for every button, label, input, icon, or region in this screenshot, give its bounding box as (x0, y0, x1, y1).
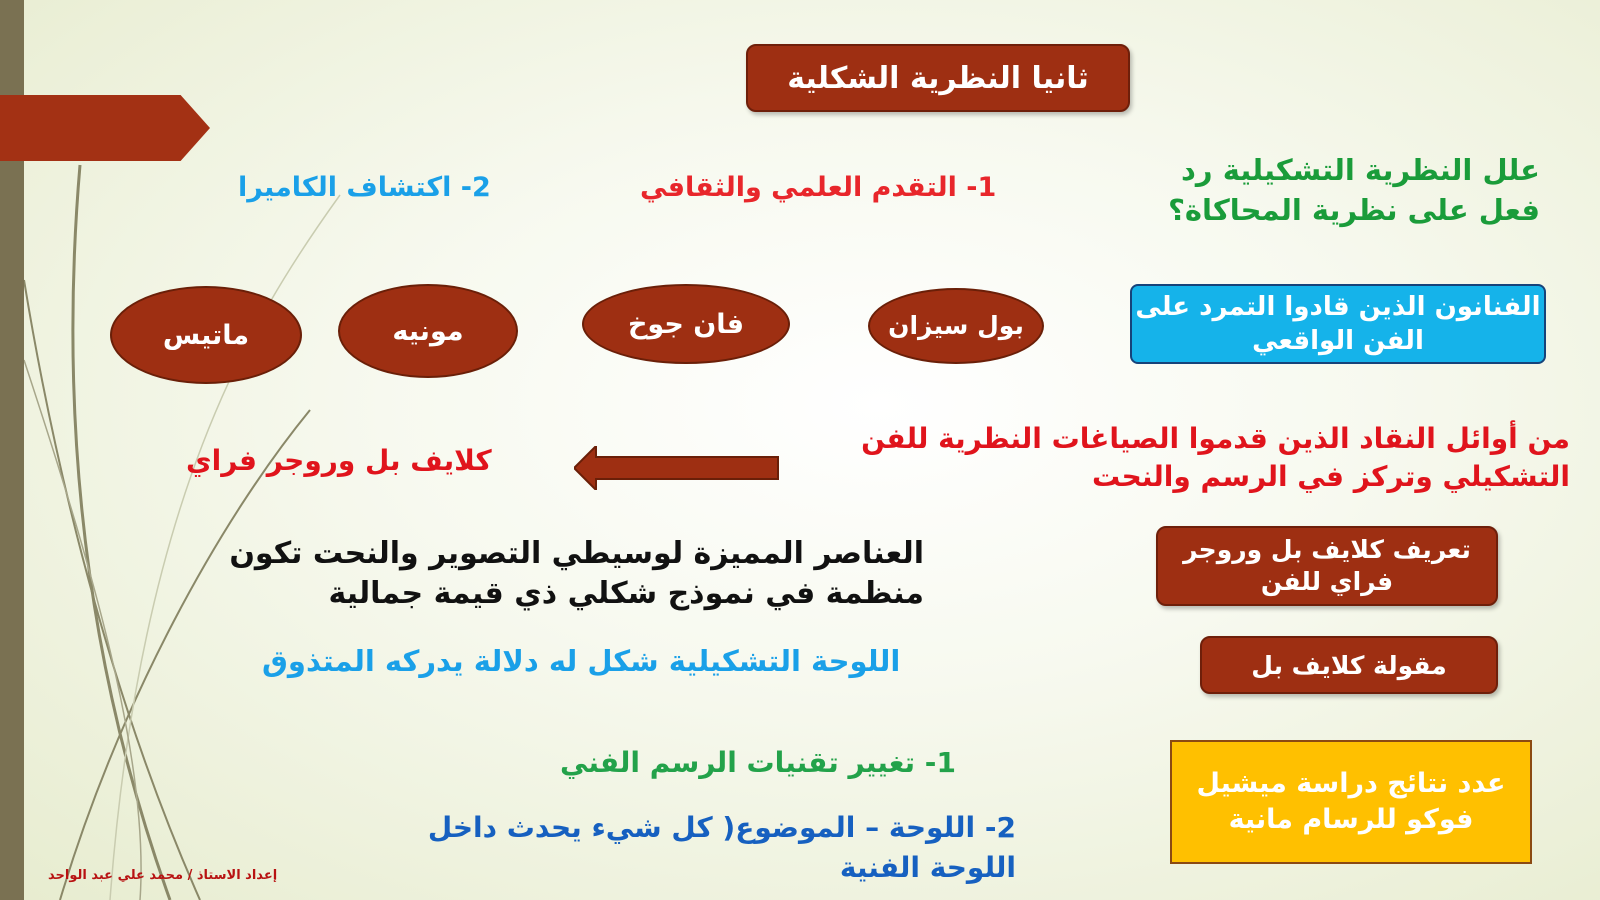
critics-answer: كلايف بل وروجر فراي (186, 444, 492, 477)
footer-credit: إعداد الاستاذ / محمد علي عبد الواحد (48, 868, 278, 883)
question-text: علل النظرية التشكيلية رد فعل على نظرية المحاكاة؟ (1168, 153, 1540, 227)
foucault-label-box: عدد نتائج دراسة ميشيل فوكو للرسام مانية (1170, 740, 1532, 864)
artist-matisse: ماتيس (110, 286, 302, 384)
quote-text: اللوحة التشكيلية شكل له دلالة يدركه المتذوق (262, 644, 901, 678)
artist-van-gogh: فان جوخ (582, 284, 790, 364)
reason-1: 1- التقدم العلمي والثقافي (640, 172, 997, 203)
arrow-tab-decoration (0, 95, 210, 161)
quote-label-box: مقولة كلايف بل (1200, 636, 1498, 694)
definition-text: العناصر المميزة لوسيطي التصوير والنحت تكون منظمة في نموذج شكلي ذي قيمة جمالية (229, 536, 924, 611)
reason-2: 2- اكتشاف الكاميرا (238, 172, 491, 203)
foucault-result-2: 2- اللوحة – الموضوع( كل شيء يحدث داخل اللوحة الفنية (427, 811, 1016, 884)
slide-title: ثانيا النظرية الشكلية (746, 44, 1130, 112)
artists-label-box: الفنانون الذين قادوا التمرد على الفن الواقعي (1130, 284, 1546, 364)
critics-text: من أوائل النقاد الذين قدموا الصياغات النظرية للفن التشكيلي وتركز في الرسم والنحت (861, 422, 1570, 493)
foucault-result-1: 1- تغيير تقنيات الرسم الفني (560, 746, 956, 779)
left-arrow-icon (574, 446, 780, 490)
artist-cezanne: بول سيزان (868, 288, 1044, 364)
artist-monet: مونيه (338, 284, 518, 378)
definition-label-box: تعريف كلايف بل وروجر فراي للفن (1156, 526, 1498, 606)
